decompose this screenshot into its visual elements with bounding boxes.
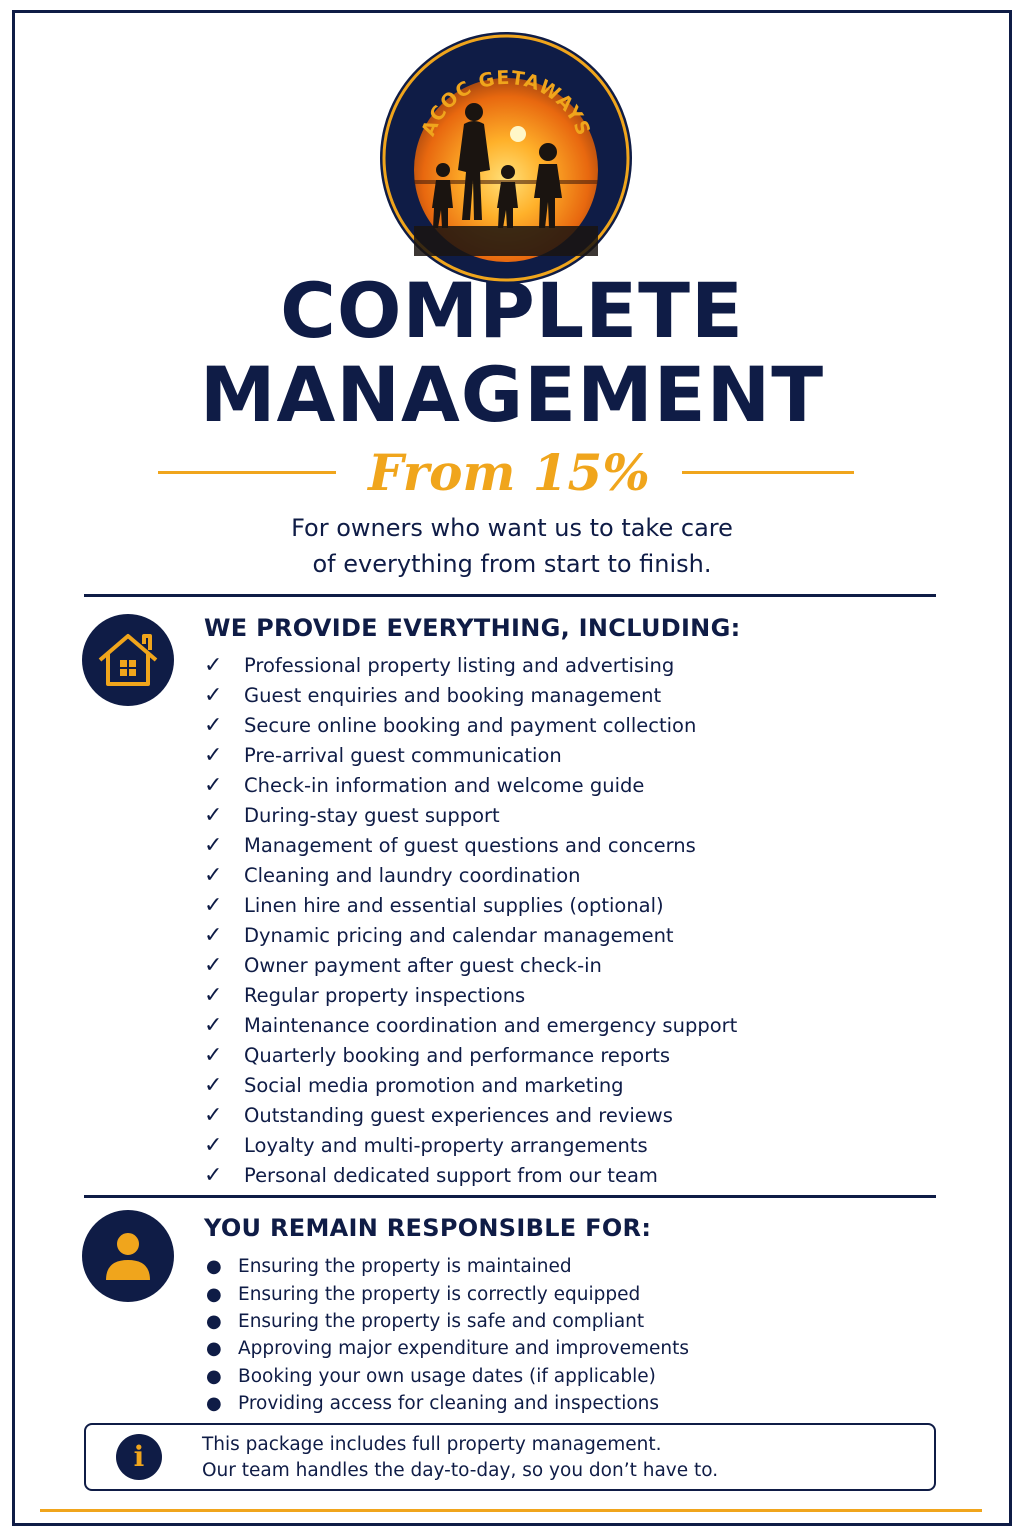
check-icon: ✓ (204, 1042, 223, 1068)
bullet-icon: ● (206, 1338, 222, 1360)
list-item: ● Ensuring the property is safe and compliant (206, 1310, 645, 1332)
section-divider (84, 594, 936, 597)
list-item: ✓ During-stay guest support (204, 802, 500, 828)
page-title-line1: COMPLETE (280, 266, 744, 355)
price-row (0, 440, 1024, 510)
check-icon: ✓ (204, 982, 223, 1008)
price-rule-left (158, 471, 336, 474)
list-item: ✓ Cleaning and laundry coordination (204, 862, 581, 888)
responsible-heading: YOU REMAIN RESPONSIBLE FOR: (204, 1214, 652, 1242)
check-icon: ✓ (204, 652, 223, 678)
list-item: ● Ensuring the property is correctly equipped (206, 1283, 641, 1305)
list-item: ● Providing access for cleaning and inspections (206, 1393, 660, 1415)
house-icon (82, 614, 174, 706)
check-icon: ✓ (204, 802, 223, 828)
list-item: ✓ Outstanding guest experiences and reviews (204, 1102, 673, 1128)
list-item: ✓ Secure online booking and payment collection (204, 712, 697, 738)
provide-heading: WE PROVIDE EVERYTHING, INCLUDING: (204, 614, 741, 642)
tagline-line2: of everything from start to finish. (312, 550, 712, 578)
bullet-icon: ● (206, 1310, 222, 1332)
price-rule-right (682, 471, 854, 474)
bullet-icon: ● (206, 1393, 222, 1415)
bullet-icon: ● (206, 1365, 222, 1387)
check-icon: ✓ (204, 682, 223, 708)
list-item: ✓ Check-in information and welcome guide (204, 772, 645, 798)
check-icon: ✓ (204, 1132, 223, 1158)
check-icon: ✓ (204, 922, 223, 948)
person-icon (82, 1210, 174, 1302)
list-item: ✓ Professional property listing and advertising (204, 652, 675, 678)
check-icon: ✓ (204, 862, 223, 888)
provide-list (204, 650, 924, 1190)
price-label: From 15% (368, 443, 650, 502)
responsible-list (204, 1253, 924, 1417)
list-item: ✓ Management of guest questions and concerns (204, 832, 696, 858)
page-title-line2: MANAGEMENT (199, 350, 825, 439)
bullet-icon: ● (206, 1256, 222, 1278)
check-icon: ✓ (204, 1102, 223, 1128)
list-item: ✓ Loyalty and multi-property arrangements (204, 1132, 648, 1158)
check-icon: ✓ (204, 772, 223, 798)
brand-name: ACOC GETAWAYS (417, 66, 595, 140)
list-item: ✓ Quarterly booking and performance reports (204, 1042, 671, 1068)
check-icon: ✓ (204, 892, 223, 918)
list-item: ✓ Regular property inspections (204, 982, 526, 1008)
list-item: ✓ Personal dedicated support from our team (204, 1162, 658, 1188)
check-icon: ✓ (204, 832, 223, 858)
list-item: ✓ Linen hire and essential supplies (optional) (204, 892, 664, 918)
list-item: ● Booking your own usage dates (if applicable) (206, 1365, 656, 1387)
check-icon: ✓ (204, 712, 223, 738)
info-line2: Our team handles the day-to-day, so you don’t have to. (202, 1460, 719, 1481)
list-item: ● Approving major expenditure and improvements (206, 1338, 690, 1360)
acoc-getaways-logo (378, 30, 634, 286)
list-item: ● Ensuring the property is maintained (206, 1256, 572, 1278)
check-icon: ✓ (204, 1012, 223, 1038)
list-item: ✓ Pre-arrival guest communication (204, 742, 562, 768)
check-icon: ✓ (204, 952, 223, 978)
tagline-line1: For owners who want us to take care (291, 514, 733, 542)
section-divider (84, 1195, 936, 1198)
list-item: ✓ Guest enquiries and booking management (204, 682, 662, 708)
list-item: ✓ Owner payment after guest check-in (204, 952, 602, 978)
check-icon: ✓ (204, 742, 223, 768)
check-icon: ✓ (204, 1162, 223, 1188)
info-line1: This package includes full property management. (202, 1434, 662, 1455)
list-item: ✓ Maintenance coordination and emergency support (204, 1012, 738, 1038)
check-icon: ✓ (204, 1072, 223, 1098)
list-item: ✓ Social media promotion and marketing (204, 1072, 624, 1098)
info-box (84, 1423, 936, 1491)
bottom-accent-rule (40, 1509, 982, 1512)
info-icon: i (116, 1434, 162, 1480)
list-item: ✓ Dynamic pricing and calendar management (204, 922, 674, 948)
bullet-icon: ● (206, 1283, 222, 1305)
